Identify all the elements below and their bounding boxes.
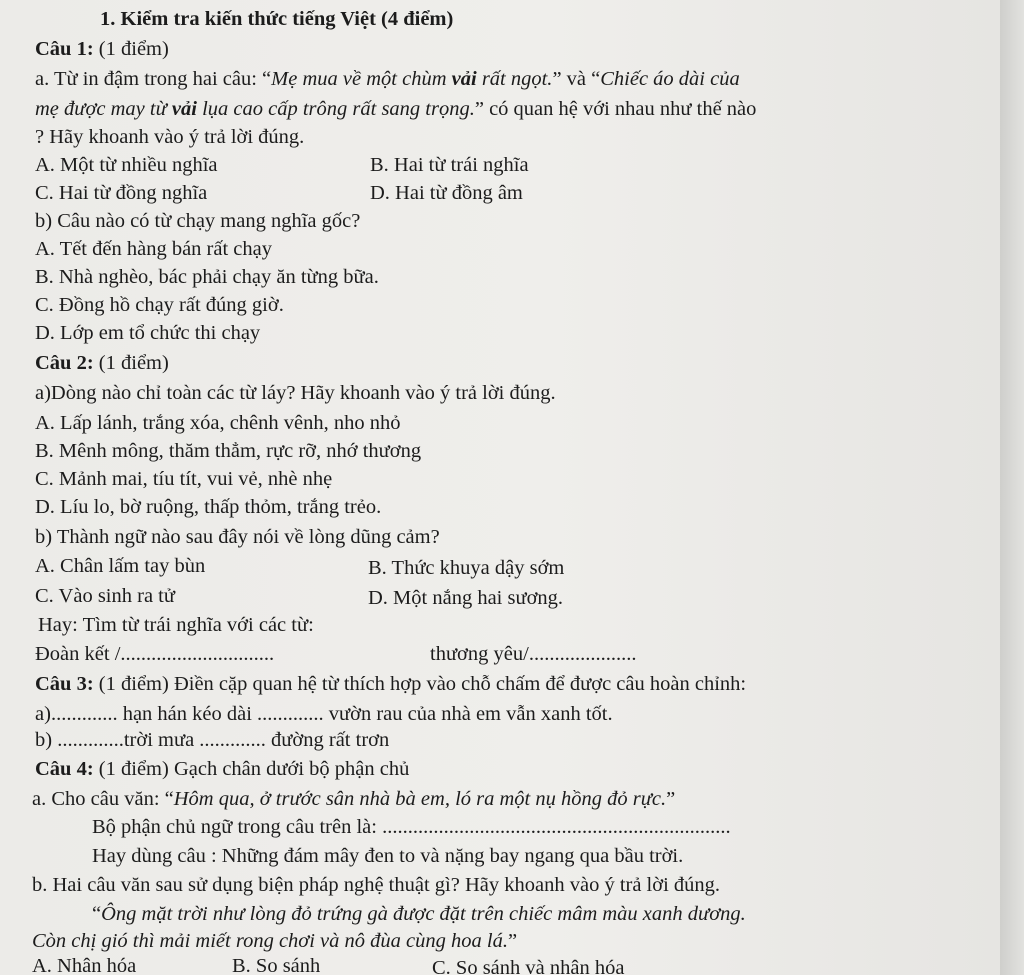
q4b-quote-line1 [92,901,746,927]
q2a-option-d: D. Líu lo, bờ ruộng, thấp thỏm, trắng trẻo. [35,496,382,518]
q3a-mid: hạn hán kéo dài [117,703,258,725]
q4b-question: b. Hai câu văn sau sử dụng biện pháp nghệ thuật gì? Hãy khoanh vào ý trả lời đúng. [32,874,721,896]
q4-heading [35,756,409,782]
q1-label: Câu 1: [35,38,94,60]
q1b-question: b) Câu nào có từ chạy mang nghĩa gốc? [35,210,361,232]
q2-alt-instruction: Hay: Tìm từ trái nghĩa với các từ: [38,614,314,636]
q4b-quote-text2: Còn chị gió thì mải miết rong chơi và nô đùa cùng hoa lá. [32,930,508,952]
q1b-option-c: C. Đồng hồ chạy rất đúng giờ. [35,294,284,316]
paper-edge-shadow [1000,0,1024,975]
q2b-option-c: C. Vào sinh ra tử [35,585,175,607]
q2a-option-a: A. Lấp lánh, trắng xóa, chênh vênh, nho nhỏ [35,412,401,434]
q1a-sentence2-post: lụa cao cấp trông rất sang trọng. [196,98,475,120]
q4b-quote-line2 [32,928,517,954]
q3b-mid: trời mưa [123,729,200,751]
q3a-prefix: a) [35,703,51,725]
q2b-option-a: A. Chân lấm tay bùn [35,555,206,577]
q2b-option-d: D. Một nắng hai sương. [368,587,564,609]
q1a-line1 [35,66,740,92]
q2-antonym-1 [35,641,274,667]
q3a-post: vườn rau của nhà em vẫn xanh tốt. [323,703,613,725]
q1a-sentence1-post: rất ngọt. [476,68,553,90]
q2-antonym-blank2[interactable]: ..................... [528,643,637,665]
q1a-option-b: B. Hai từ trái nghĩa [370,154,529,176]
q4a-subject-line [92,814,731,840]
q1b-option-a: A. Tết đến hàng bán rất chạy [35,238,272,260]
q1a-sentence1-pre: Mẹ mua về một chùm [271,68,452,90]
q2-points: (1 điểm) [98,352,169,374]
q3b-post: đường rất trơn [265,729,390,751]
q4b-option-b: B. So sánh [232,955,321,975]
q1a-bold-word1: vải [451,68,477,90]
q2-label: Câu 2: [35,352,94,374]
q3b-blank1[interactable]: ............. [57,729,124,751]
q4a-post: ” [666,788,676,810]
q1a-mid: ” và “ [552,68,601,90]
q4b-option-a: A. Nhân hóa [32,955,137,975]
q3a-line [35,701,613,727]
q4b-quote-open: “ [92,903,102,925]
q4a-prefix: a. Cho câu văn: “ [32,788,174,810]
q4a-sentence: Hôm qua, ở trước sân nhà bà em, ló ra một nụ hồng đỏ rực. [173,788,667,810]
q1a-sentence2-l1: Chiếc áo dài của [600,68,740,90]
q3-heading [35,671,746,697]
q2a-question: a)Dòng nào chỉ toàn các từ láy? Hãy khoanh vào ý trả lời đúng. [35,382,556,404]
q3b-prefix: b) [35,729,58,751]
q3a-blank1[interactable]: ............. [50,703,118,725]
q4b-option-c: C. So sánh và nhân hóa [432,957,625,975]
q4-label: Câu 4: [35,758,94,780]
q3-instruction: (1 điểm) Điền cặp quan hệ từ thích hợp vào chỗ chấm để được câu hoàn chỉnh: [93,673,747,695]
q3-label: Câu 3: [35,673,94,695]
q1a-sentence2-pre: mẹ được may từ [35,98,172,120]
q1-heading [35,36,169,62]
q2-antonym-blank1[interactable]: .............................. [120,643,275,665]
q4a-subject-blank[interactable]: .................................................................... [382,816,731,838]
q3a-blank2[interactable]: ............. [257,703,324,725]
q2-heading [35,350,169,376]
q1a-line2 [35,96,756,122]
q2-antonym-word1: Đoàn kết / [35,643,121,665]
q3b-line [35,727,389,753]
q2a-option-b: B. Mênh mông, thăm thẳm, rực rỡ, nhớ thương [35,440,422,462]
q2-antonym-word2: thương yêu/ [430,643,529,665]
q1a-line3: ? Hãy khoanh vào ý trả lời đúng. [35,126,305,148]
q2-antonym-2 [430,641,636,667]
q1b-option-b: B. Nhà nghèo, bác phải chạy ăn từng bữa. [35,266,379,288]
q4-instruction: (1 điểm) Gạch chân dưới bộ phận chủ [93,758,410,780]
q3b-blank2[interactable]: ............. [199,729,266,751]
q1-points: (1 điểm) [98,38,169,60]
q1a-option-a: A. Một từ nhiều nghĩa [35,154,218,176]
q4b-quote-text1: Ông mặt trời như lòng đỏ trứng gà được đặt trên chiếc mâm màu xanh dương. [101,903,746,925]
q4b-quote-close: ” [507,930,518,952]
q4a-line [32,786,675,812]
q1a-tail: ” có quan hệ với nhau như thế nào [474,98,757,120]
section-title: 1. Kiểm tra kiến thức tiếng Việt (4 điểm) [100,8,454,30]
q1a-bold-word2: vải [171,98,197,120]
q4-alt-line: Hay dùng câu : Những đám mây đen to và nặng bay ngang qua bầu trời. [92,845,684,867]
q1b-option-d: D. Lớp em tổ chức thi chạy [35,322,261,344]
q2a-option-c: C. Mảnh mai, tíu tít, vui vẻ, nhè nhẹ [35,468,333,490]
q1a-prefix: a. Từ in đậm trong hai câu: “ [35,68,272,90]
q4a-subject-label: Bộ phận chủ ngữ trong câu trên là: [92,816,383,838]
q1a-option-c: C. Hai từ đồng nghĩa [35,182,208,204]
q2b-question: b) Thành ngữ nào sau đây nói về lòng dũng cảm? [35,526,440,548]
q2b-option-b: B. Thức khuya dậy sớm [368,557,565,579]
q1a-option-d: D. Hai từ đồng âm [370,182,523,204]
